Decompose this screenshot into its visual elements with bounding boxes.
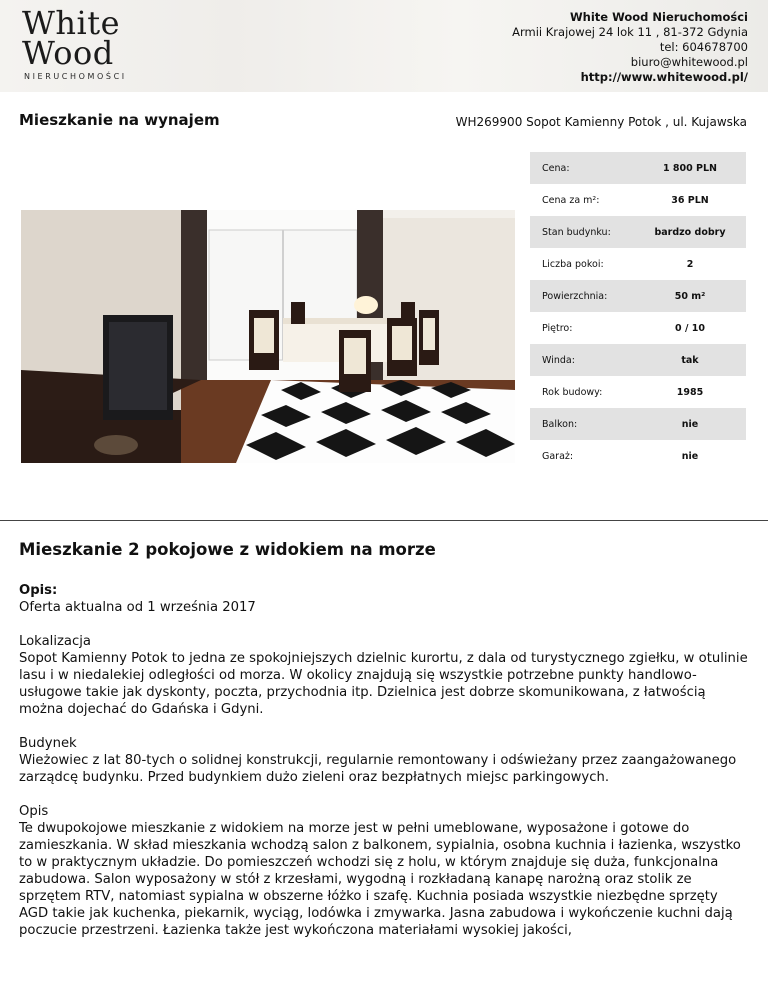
detail-label: Liczba pokoi: — [542, 258, 604, 270]
apartment-photo — [21, 210, 515, 463]
logo-line-2: Wood — [22, 34, 114, 72]
company-phone: tel: 604678700 — [659, 40, 748, 54]
description-label: Opis: — [19, 583, 58, 598]
detail-row — [530, 248, 746, 280]
detail-label: Piętro: — [542, 322, 573, 334]
detail-label: Cena za m²: — [542, 194, 600, 206]
company-logo — [18, 6, 163, 86]
detail-value: nie — [681, 450, 699, 462]
detail-row — [530, 184, 746, 216]
detail-label: Cena: — [542, 162, 570, 174]
description-section — [19, 540, 749, 956]
apartment-description-paragraph: Opis Te dwupokojowe mieszkanie z widokiem na morze jest w pełni umeblowane, wyposażone i gotowe do zamieszkania. W skład mieszkania wchodzą salon z balkonem, sypialnia, osobna kuchnia i łazienka, wszystko to w praktycznym układzie. Do pomieszczeń wchodzi się z holu, w którym znajduje się duża, funkcjonalna zabudowa. Salon wyposażony w stół z krzesłami, wygodną i rozkładaną kanapę narożną oraz stolik ze sprzętem RTV, natomiast sypialna w obszerne łóżko i szafę. Kuchnia posiada wszystkie niezbędne sprzęty AGD takie jak kuchenka, piekarnik, wyciąg, lodówka i zmywarka. Jasna zabudowa i wykończenie kuchni dają poczucie przestrzeni. Łazienka także jest wykończona materiałami wysokiej jakości, — [19, 804, 741, 938]
detail-value: 1 800 PLN — [662, 162, 718, 174]
building-paragraph: Budynek Wieżowiec z lat 80-tych o solidnej konstrukcji, regularnie remontowany i odświeżany przez zaangażowanego zarządcę budynku. Przed budynkiem dużo zieleni oraz bezpłatnych miejsc parkingowych. — [19, 736, 737, 785]
detail-row — [530, 376, 746, 408]
company-name: White Wood Nieruchomości — [569, 10, 748, 24]
detail-value: nie — [681, 418, 699, 430]
offer-heading: Mieszkanie 2 pokojowe z widokiem na morze — [19, 540, 436, 559]
company-website[interactable]: http://www.whitewood.pl/ — [580, 70, 748, 84]
location-paragraph: Lokalizacja Sopot Kamienny Potok to jedna ze spokojniejszych dzielnic kurortu, z dala od turystycznego zgiełku, w otulinie lasu i w niedalekiej odległości od morza. W okolicy znajdują się wszystkie potrzebne punkty handlowo-usługowe takie jak dyskonty, poczta, przychodnia itp. Dzielnica jest dobrze skomunikowana, z łatwością można dojechać do Gdańska i Gdyni. — [19, 634, 748, 717]
detail-label: Garaż: — [542, 450, 574, 462]
detail-row — [530, 152, 746, 184]
detail-label: Winda: — [542, 354, 575, 366]
detail-label: Powierzchnia: — [542, 290, 608, 302]
logo-line-1: White — [22, 4, 121, 42]
detail-value: 2 — [686, 258, 694, 270]
details-table — [530, 152, 746, 472]
availability-paragraph: Oferta aktualna od 1 września 2017 — [19, 600, 256, 615]
detail-label: Rok budowy: — [542, 386, 603, 398]
detail-label: Balkon: — [542, 418, 578, 430]
listing-reference: WH269900 Sopot Kamienny Potok , ul. Kujawska — [455, 115, 747, 129]
section-divider — [0, 520, 768, 521]
company-info — [512, 10, 748, 85]
detail-row — [530, 280, 746, 312]
detail-row — [530, 408, 746, 440]
detail-value: 36 PLN — [671, 194, 709, 206]
detail-row — [530, 344, 746, 376]
company-email[interactable]: biuro@whitewood.pl — [630, 55, 748, 69]
company-address: Armii Krajowej 24 lok 11 , 81-372 Gdynia — [512, 25, 748, 39]
detail-label: Stan budynku: — [542, 226, 611, 238]
detail-row — [530, 440, 746, 472]
detail-value: tak — [681, 354, 699, 366]
detail-row — [530, 216, 746, 248]
detail-value: 0 / 10 — [675, 322, 705, 334]
logo-subtitle: NIERUCHOMOŚCI — [24, 72, 127, 81]
detail-value: 1985 — [676, 386, 704, 398]
page-header — [0, 0, 768, 92]
detail-value: 50 m² — [674, 290, 706, 302]
detail-row — [530, 312, 746, 344]
listing-type: Mieszkanie na wynajem — [19, 111, 220, 129]
detail-value: bardzo dobry — [654, 226, 726, 238]
